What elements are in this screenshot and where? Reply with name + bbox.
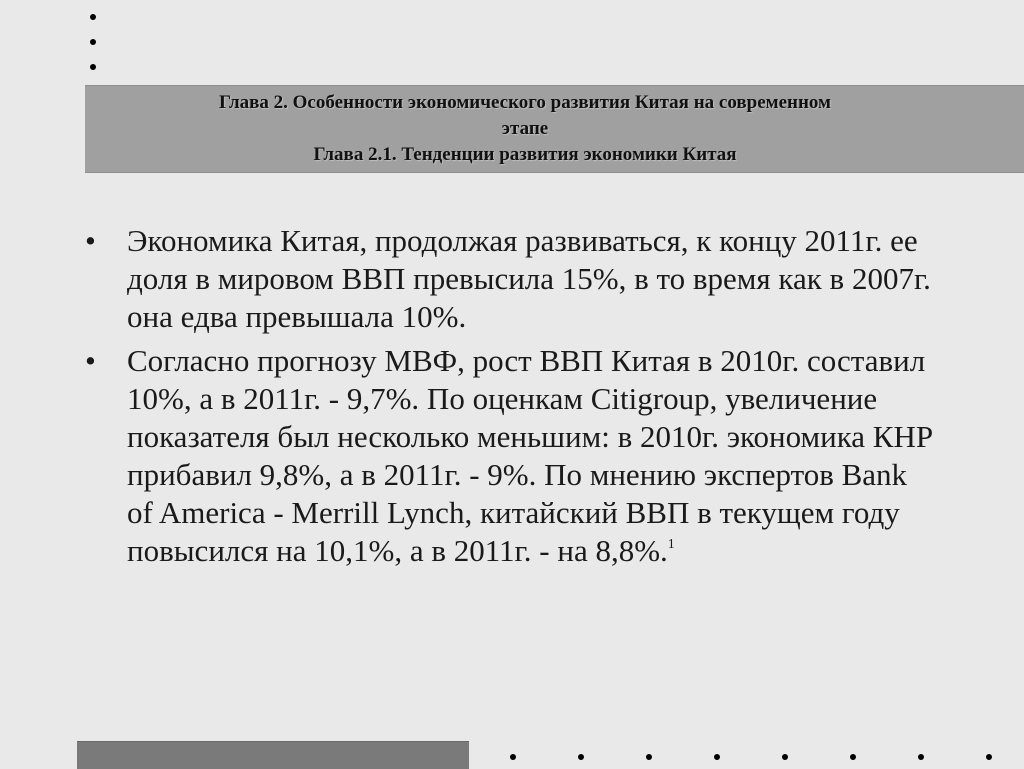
- chapter-title: Глава 2. Особенности экономического развития Китая на современном: [219, 92, 831, 113]
- dot-icon: [918, 754, 924, 760]
- dot-icon: [714, 754, 720, 760]
- bullet-text: Согласно прогнозу МВФ, рост ВВП Китая в 2010г. составил 10%, а в 2011г. - 9,7%. По оценкам Citigroup, увеличение показателя был несколько меньшим: в 2010г. экономика КНР прибавил 9,8%, а в 2011г. - 9%. По мнению экспертов Bank of America - Merrill Lynch, китайский ВВП в текущем году повысился на 10,1%, а в 2011г. - на 8,8%.: [127, 343, 934, 568]
- bullet-list: [85, 222, 935, 570]
- slide-content: [85, 222, 935, 576]
- dot-icon: [90, 64, 96, 70]
- footnote-marker: 1: [667, 537, 675, 552]
- decorative-dots-horizontal: [505, 754, 1024, 764]
- section-title: Глава 2.1. Тенденции развития экономики Китая: [313, 144, 737, 165]
- dot-icon: [578, 754, 584, 760]
- bullet-icon: •: [85, 343, 96, 378]
- bullet-item: [85, 342, 935, 570]
- bullet-text: Экономика Китая, продолжая развиваться, к концу 2011г. ее доля в мировом ВВП превысила 15%, в то время как в 2007г. она едва превышала 10%.: [127, 223, 931, 334]
- footer-bar: [77, 741, 469, 769]
- dot-icon: [986, 754, 992, 760]
- chapter-heading: [85, 90, 965, 168]
- dot-icon: [510, 754, 516, 760]
- dot-icon: [90, 14, 96, 20]
- dot-icon: [90, 39, 96, 45]
- bullet-item: [85, 222, 935, 336]
- dot-icon: [646, 754, 652, 760]
- bullet-icon: •: [85, 223, 96, 258]
- dot-icon: [782, 754, 788, 760]
- dot-icon: [850, 754, 856, 760]
- chapter-title-continued: этапе: [501, 118, 549, 139]
